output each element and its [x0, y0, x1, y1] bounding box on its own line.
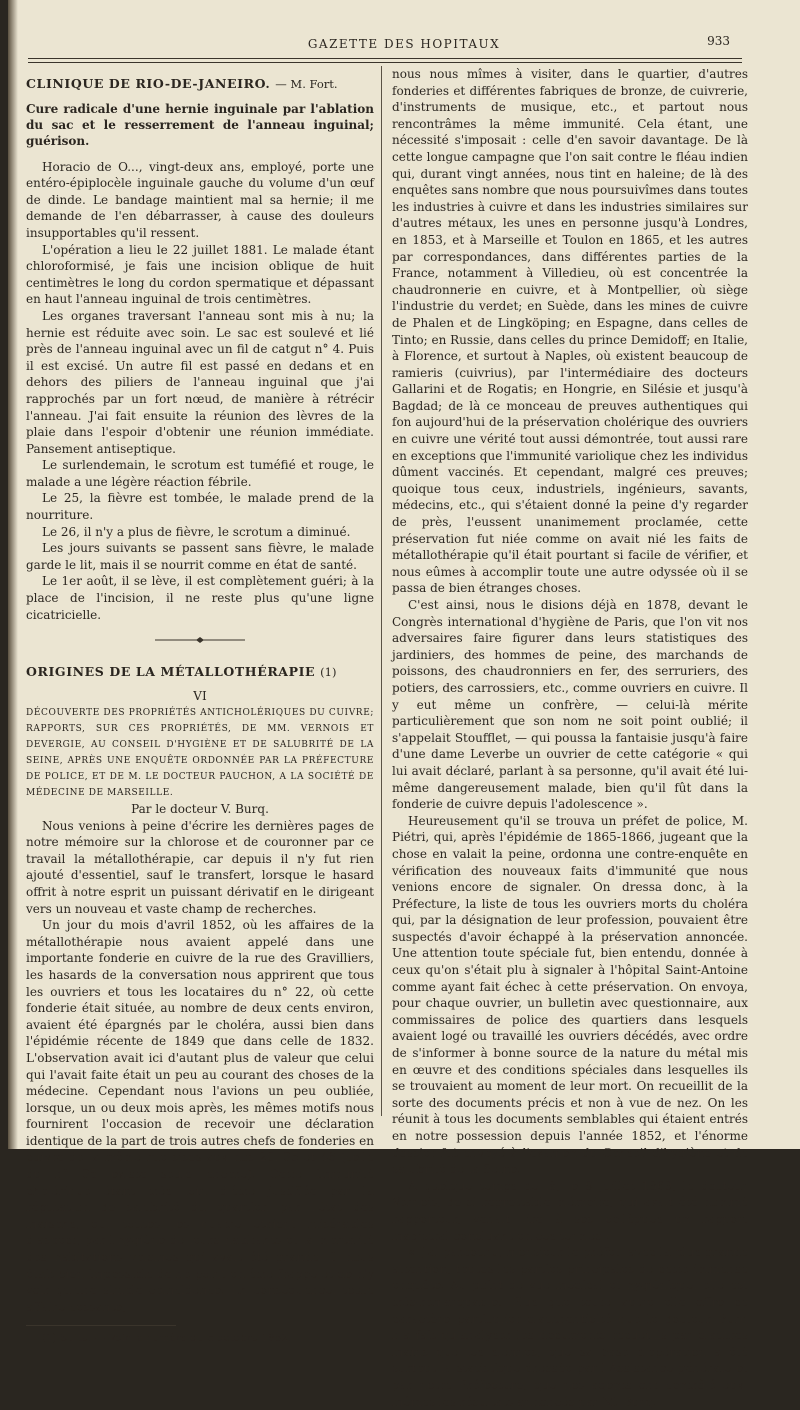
clinic-subtitle: Cure radicale d'une hernie inguinale par l'ablation du sac et le resserrement de l'anneau inguinal; guérison. — [26, 101, 374, 148]
paragraph: Un jour du mois d'avril 1852, où les affaires de la métallothérapie nous avaient appelé dans une importante fonderie en cuivre de la rue des Gravilliers, les hasards de la conversation nous apprirent que tous les ouvriers et tous les locataires du n° 22, où cette fonderie était située, au nombre de deux cents environ, avaient été épargnés par le choléra, aussi bien dans l'épidémie récente de 1849 que dans celle de 1832. L'observation avait ici d'autant plus de valeur que celui qui l'avait faite était un peu au courant des choses de la médecine. Cependant nous l'avions un peu oubliée, lorsque, un ou deux mois après, les mêmes motifs nous fournirent l'occasion de recevoir une déclaration identique de la part de trois autres chefs de fonderies en cuivre de la même rue sises aux nos 20, 35 et 46 (celle du n° 35 existe seule encore). Cette immunité cholérique étant très loin d'être justifiée par la réputation de salubrité du quartier, par l'état des maisons, qui toutes les quatre étaient misérables d'aspect, par l'hygiène de leurs habitants et la mortalité des habitations voisines qui avait été grande, il nous était bien impossible de ne point en être frappé et de n'y voir qu'une simple coïncidence. En conséquence, toute affaire cessante, — [26, 918, 374, 1314]
running-title: GAZETTE DES HOPITAUX — [307, 37, 501, 51]
clinic-heading — [26, 76, 374, 93]
byline: Par le docteur V. Burq. — [131, 802, 269, 816]
binding-shadow — [8, 0, 18, 1149]
origins-footnote-ref: (1) — [320, 664, 337, 679]
ornament-divider — [26, 633, 374, 650]
page-header — [8, 34, 800, 58]
paragraph: Le 1er août, il se lève, il est complètement guéri; à la place de l'incision, il ne reste plus qu'une ligne cicatricielle. — [26, 574, 374, 622]
header-rule — [28, 58, 742, 63]
paragraph: Le 26, il n'y a plus de fièvre, le scrotum a diminué. — [42, 524, 351, 539]
right-column — [392, 66, 748, 1410]
paragraph: Les jours suivants se passent sans fièvre, le malade garde le lit, mais il se nourrit comme en état de santé. — [26, 541, 374, 572]
paragraph: « J'ai parcouru, monsieur le préfet, avec la plus grande attention, toutes les parties principales de cette immense enquête. Au point de vue médical et hygiénique, elle est très-remarquable. Plus que toute autre elle offre ce caractère particulier d'authenticité que le docteur Burq n'a fait qu'analyser les documents recueillis par d'autres mains que les siennes, que sa base d'opération a été surtout la statistique dressée par l'Assistance générale et par notre Préfecture, que nos agents ont contrôlé eux-mêmes les résultats annoncés par M. Burq. — [392, 1245, 748, 1409]
clinic-title: CLINIQUE DE RIO-DE-JANEIRO. — [26, 76, 271, 91]
paragraph: nous nous mîmes à visiter, dans le quartier, d'autres fonderies et différentes fabriques de bronze, de cuivrerie, d'instruments de musique, etc., et partout nous rencontrâmes la même immunité. Cela étant, une nécessité s'imposait : celle d'en savoir davantage. De là cette longue campagne que l'on sait contre le fléau indien qui, durant vingt années, nous tint en haleine; de là des enquêtes sans nombre que nous poursuivîmes dans toutes les industries à cuivre et dans les industries similaires sur d'autres métaux, les unes en personne jusqu'à Londres, en 1853, et à Marseille et Toulon en 1865, et les autres par correspondances, dans différentes parties de la France, notamment à Villedieu, où est concentrée la chaudronnerie en cuivre, et à Montpellier, où siège l'industrie du verdet; en Suède, dans les mines de cuivre de Phalen et de Lingköping; en Espagne, dans celles de Tinto; en Russie, dans celles du prince Demidoff; en Italie, à Florence, et surtout à Naples, où existent beaucoup de ramieris (cuivrius), par l'intermédiaire des docteurs Gallarini et de Rogatis; en Hongrie, en Silésie et jusqu'à Bagdad; de là ce monceau de preuves authentiques qui fon aujourd'hui de la préservation cholérique des ouvriers en cuivre une vérité tout aussi démontrée, tout aussi rare en exceptions que l'immunité variolique chez les individus dûment vaccinés. Et cependant, malgré ces preuves; quoique tous ceux, industriels, ingénieurs, savants, médecins, etc., qui s'étaient donné la peine d'y regarder de près, l'eussent unanimement proclamée, cette préservation fut niée comme on avait nié les faits de métallothérapie qu'il était pourtant si facile de vérifier, et nous eûmes à accomplir toute une autre odyssée où il se passa de bien étranges choses. — [392, 67, 748, 596]
chapter-summary: DÉCOUVERTE DES PROPRIÉTÉS ANTICHOLÉRIQUES DU CUIVRE; RAPPORTS, SUR CES PROPRIÉTÉS, DE MM. VERNOIS ET DEVERGIE, AU CONSEIL D'HYGIÈNE ET DE SALUBRITÉ DE LA SEINE, APRÈS UNE ENQUÊTE ORDONNÉE PAR LA PRÉFECTURE DE POLICE, ET DE M. LE DOCTEUR PAUCHON, A LA SOCIÉTÉ DE MÉDECINE DE MARSEILLE. — [26, 708, 374, 798]
page-number: 933 — [707, 34, 730, 48]
newspaper-page — [8, 0, 800, 1409]
origins-title: ORIGINES DE LA MÉTALLOTHÉRAPIE — [26, 663, 316, 679]
footnote: (1) Suite. — Voir le numéro du 5 octobre 1882. — [42, 1332, 292, 1345]
paragraph: L'opération a lieu le 22 juillet 1881. Le malade étant chloroformisé, je fais une incision oblique de huit centimètres le long du cordon spermatique et dépassant en haut l'anneau inguinal de trois centimètres. — [26, 242, 374, 307]
column-divider — [381, 66, 382, 1116]
paragraph: C'est ainsi, nous le disions déjà en 1878, devant le Congrès international d'hygiène de Paris, que l'on vit nos adversaires faire figurer dans leurs statistiques des jardiniers, des hommes de peine, des marchands de poissons, des chaudronniers en fer, des serruriers, des potiers, des carrossiers, etc., comme ouvriers en cuivre. Il y eut même un confrère, — celui-là mérite particulièrement que son nom ne soit point oublié; il s'appelait Stoufflet, — qui poussa la fantaisie jusqu'à faire d'une dame Leverbe un ouvrier de cette catégorie « qui lui avait déclaré, parlant à sa personne, qu'il avait été lui-même dangereusement malade, bien qu'il fût dans la fonderie de cuivre depuis l'adolescence ». — [392, 598, 748, 812]
paragraph: Le 25, la fièvre est tombée, le malade prend de la nourriture. — [26, 491, 374, 523]
paragraph: Nous venions à peine d'écrire les dernières pages de notre mémoire sur la chlorose et de couronner par ce travail la métallothérapie, car depuis il n'y fut rien ajouté d'essentiel, sauf le transfert, lorsque le hasard offrit à notre esprit un puissant dérivatif en le dirigeant vers un nouveau et vaste champ de recherches. — [26, 818, 374, 916]
chapter-number: VI — [193, 689, 207, 704]
paragraph: Heureusement qu'il se trouva un préfet de police, M. Piétri, qui, après l'épidémie de 1865-1866, jugeant que la chose en valait la peine, ordonna une contre-enquête en vérification des nouveaux faits d'immunité que nous venions encore de signaler. On dressa donc, à la Préfecture, la liste de tous les ouvriers morts du choléra qui, par la désignation de leur profession, pouvaient être suspectés d'avoir échappé à la préservation annoncée. Une attention toute spéciale fut, bien entendu, donnée à ceux qu'on s'était plu à signaler à l'hôpital Saint-Antoine comme ayant fait échec à cette préservation. On envoya, pour chaque ouvrier, un bulletin avec questionnaire, aux commissaires de police des quartiers dans lesquels avaient logé ou travaillé les ouvriers décédés, avec ordre de s'informer à bonne source de la nature du métal mis en œuvre et des conditions spéciales dans lesquelles ils se trouvaient au moment de leur mort. On recueillit de la sorte des documents précis et non à vue de nez. On les réunit à tous les documents semblables qui étaient entrés en notre possession depuis l'année 1852, et l'énorme dossier fut envoyé à l'examen du Conseil d'hygiène et de salubrité de la Seine. — [392, 813, 748, 1177]
paragraph: Horacio de O..., vingt-deux ans, employé, porte une entéro-épiplocèle inguinale gauche du volume d'un œuf de dinde. Le bandage maintient mal sa hernie; il me demande de l'en débarrasser, à cause des douleurs insupportables qu'il ressent. — [26, 159, 374, 240]
paragraph: Les organes traversant l'anneau sont mis à nu; la hernie est réduite avec soin. Le sac est soulevé et lié près de l'anneau inguinal avec un fil de catgut n° 4. Puis il est excisé. Un autre fil est passé en dedans et en dehors des piliers de l'anneau inguinal que j'ai rapprochés par un fort nœud, de manière à rétrécir l'anneau. J'ai fait ensuite la réunion des lèvres de la plaie dans l'espoir d'obtenir une réunion immédiate. Pansement antiseptique. — [26, 308, 374, 456]
paragraph: Le surlendemain, le scrotum est tuméfié et rouge, le malade a une légère réaction fébrile. — [26, 458, 374, 489]
footnote-rule — [26, 1325, 176, 1326]
paragraph: A quelque temps de là, le 9 juillet 1869, le docteur Vernois, de si regrettable mémoire, qui avait été nommé rapporteur, venait lire à ses collègues un rapport magistral concluant en ces termes : — [392, 1178, 748, 1243]
ornament-line-icon — [155, 636, 245, 644]
left-column — [26, 66, 374, 1347]
clinic-author: — M. Fort. — [275, 77, 338, 91]
origins-heading — [26, 664, 374, 681]
